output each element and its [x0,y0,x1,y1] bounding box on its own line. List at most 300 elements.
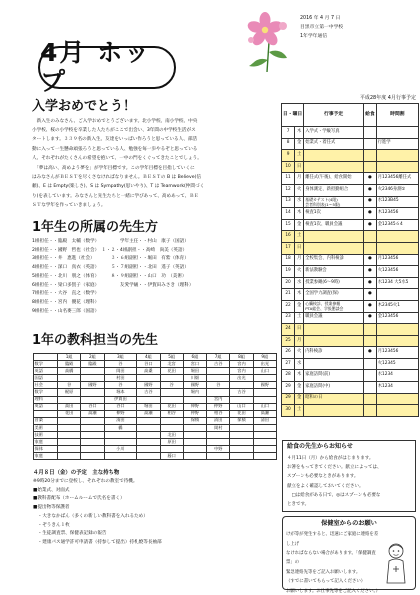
table-row [34,382,277,389]
teacher-cell [183,453,206,460]
event-cell: 昭和の日 [304,393,364,405]
teacher-cell: 清田 [104,417,137,424]
teacher-cell: 仲野 [183,410,206,417]
health-line: お願いします。お仕事先等をご記入ください。） [286,588,381,594]
teacher-cell: 宮内 [230,361,253,368]
column-header: 1組 [58,354,81,361]
lunch-mark [364,393,377,405]
timetable-cell: 水123B45 [376,196,418,208]
timetable-cell [376,324,418,336]
schedule-column-header: 行事予定 [304,104,364,127]
teacher-cell: 保積 [230,417,253,424]
event-cell [304,231,364,243]
event-cell: 職員会議 [304,312,364,324]
teacher-cell: 岡田 [104,368,137,375]
teacher-cell [137,439,160,446]
day-number: 19 [282,266,295,278]
day-number: 20 [282,277,295,289]
lunch-mark [364,382,377,394]
teacher-cell [81,368,104,375]
subject-cell: 国語 [34,375,58,382]
event-cell [304,242,364,254]
schedule-row [282,370,419,382]
teacher-cell [160,446,183,453]
weekday: 日 [295,242,304,254]
teacher-cell [81,389,104,396]
day-number: 18 [282,254,295,266]
plans-section [33,468,281,548]
timetable-cell: 行進学 [376,138,418,150]
teacher-cell [137,417,160,424]
greeting-heading: 入学おめでとう！ [32,99,137,114]
schedule-row [282,219,419,231]
health-room-notice [282,516,416,594]
teacher-cell: 山口 [253,403,276,410]
teacher-cell: 北田 [160,432,183,439]
teacher-cell: 北宮 [160,361,183,368]
lunch-mark [364,150,377,162]
day-number: 8 [282,138,295,150]
teacher-cell: 古谷 [207,361,230,368]
teacher-cell: 伊賀田 [104,396,137,403]
table-row [34,417,277,424]
column-header: 8組 [230,354,253,361]
health-line: 緊急連絡先等をご記入お願いします。 [286,569,361,575]
teacher-cell: 高橋 [58,368,81,375]
event-schedule-table [281,103,419,417]
teacher-cell: 花田 [58,410,81,417]
teacher-cell [81,424,104,431]
table-row [34,453,277,460]
timetable-cell [376,231,418,243]
timetable-cell: 金123456 [376,312,418,324]
schedule-row [282,312,419,324]
teacher-cell [104,439,137,446]
schedule-header-row [282,104,419,127]
health-notice-title: 保健室からのお願い [321,520,377,527]
greeting-paragraph-1 [32,117,276,163]
subject-cell: 数学 [34,361,58,368]
teacher-cell [207,375,230,382]
teacher-cell: 中野 [207,446,230,453]
subject-cell: 音楽 [34,417,58,424]
newsletter-name: 1年学年通信 [300,34,328,39]
timetable-cell: 木1234 [376,382,418,394]
teacher-cell [81,453,104,460]
plan-item: ※9時20分までに登校し、それぞれの教室で待機。 [33,479,138,484]
lunch-mark [364,370,377,382]
lunch-mark: ● [364,184,377,196]
lunch-mark [364,242,377,254]
schedule-row [282,138,419,150]
weekday: 木 [295,127,304,139]
event-cell: 全校集会、内科検診 [304,254,364,266]
weekday: 水 [295,277,304,289]
teacher-cell [183,439,206,446]
teacher-cell [207,453,230,460]
cherry-blossom-icon [243,12,291,74]
teacher-cell: 谷口 [104,403,137,410]
plan-item: ・ぞうきん１枚 [33,522,70,528]
event-cell [304,405,364,417]
schedule-row [282,289,419,301]
timetable-cell [376,335,418,347]
staff-line: 6組担任・・梁口多賀子（家庭） 友愛学級・・伊賀田みさき（理科） [32,282,194,288]
weekday: 水 [295,358,304,370]
staff-line: 2組担任・・國野 哲也（社会） １・２・4組副担・・高崎 尚美（英語） [32,247,188,253]
event-cell: 心臓検診、授業参観 PTA総会、学級懇談会 [304,300,364,312]
teacher-cell [58,453,81,460]
paragraph-line: 「夢は高い、高めよう夢を」が学年目標です。この学年目標を目指していくに [32,166,195,171]
schedule-row [282,382,419,394]
day-number: 29 [282,393,295,405]
table-row [34,389,277,396]
schedule-column-header: 時間割 [376,104,418,127]
teacher-cell: 古谷 [230,389,253,396]
lunch-mark [364,324,377,336]
subject-cell: 社会 [34,382,58,389]
event-cell: 検査1次、職員会議 [304,219,364,231]
lunch-mark [364,231,377,243]
weekday: 木 [295,289,304,301]
subject-cell: 技術 [34,432,58,439]
teacher-cell: 國野 [81,382,104,389]
day-number: 16 [282,231,295,243]
teacher-cell: 宮内 [230,368,253,375]
health-line: （すでに書いてもらって記入ください） [286,579,366,585]
teacher-cell: 藤口 [160,453,183,460]
teacher-cell [81,375,104,382]
table-row [34,439,277,446]
schedule-row [282,196,419,208]
lunch-mark [364,405,377,417]
lunch-mark: ● [364,219,377,231]
schedule-row [282,324,419,336]
weekday: 土 [295,405,304,417]
teacher-cell [230,439,253,446]
teacher-cell: 小川 [104,446,137,453]
timetable-cell [376,393,418,405]
table-header-row [34,354,277,361]
teacher-cell [137,424,160,431]
notice-line: ４月11日（月）から給食がはじまります。 [287,455,374,461]
event-cell: 離任式(午後)、給食開始 [304,173,364,185]
lunch-mark [364,138,377,150]
lunch-mark: ● [364,347,377,359]
teacher-cell: 高瀬 [253,410,276,417]
day-number: 21 [282,289,295,301]
teacher-cell [81,439,104,446]
teacher-cell: 谷口 [137,361,160,368]
timetable-cell: 月123456 [376,347,418,359]
event-cell: 身体測定、新担勤組合 [304,184,364,196]
timetable-cell: 火12345 [376,358,418,370]
lunch-mark: ● [364,277,377,289]
schedule-row [282,358,419,370]
schedule-row [282,161,419,173]
teacher-cell: 宮口 [183,361,206,368]
teacher-cell [230,382,253,389]
teacher-cell: 出光 [230,375,253,382]
table-row [34,368,277,375]
weekday: 金 [295,300,304,312]
timetable-cell: 水1234 大5水5 [376,277,418,289]
teacher-cell [81,432,104,439]
weekday: 土 [295,312,304,324]
health-line: なければならない場合があります。「保健調査票」の [286,550,376,566]
weekday: 土 [295,231,304,243]
teacher-cell: 相谷 [160,410,183,417]
teacher-cell [207,439,230,446]
staff-line: 4組担任・・深口 真衣（英語） ５・７組副担・・北田 遥子（英語） [32,265,189,271]
paragraph-line: 人、それぞれがたくさんの希望を抱いて、一中の門をくぐってきたことでしょう。 [32,155,202,161]
weekday: 木 [295,208,304,220]
teacher-cell: 山口 [230,403,253,410]
day-number: 12 [282,184,295,196]
subject-cell: 理科 [34,396,58,403]
teacher-cell: 谷 [104,361,137,368]
schedule-row [282,231,419,243]
event-cell: 基礎カテスト(4限) 芸者科別表(1〜5限) [304,196,364,208]
weekday: 火 [295,266,304,278]
teacher-cell [253,453,276,460]
paragraph-line: ＳＴな学年を作っていきましょう。 [32,202,106,208]
teacher-cell: 宮内 [207,396,230,403]
timetable-cell: 木2345火1 [376,300,418,312]
page-title: 4月 ホップ [38,46,176,89]
timetable-cell [376,150,418,162]
teacher-cell [253,424,276,431]
table-row [34,361,277,368]
teacher-cell [253,375,276,382]
paragraph-line: り)を表しています。みなさんと先生たちと一緒に学びあって、高めあって、ＢＥ [32,193,199,199]
subject-teacher-table [33,353,277,460]
timetable-cell: 月123456離任式 [376,173,418,185]
day-number: 26 [282,347,295,359]
event-cell [304,335,364,347]
teacher-cell: 國野 [183,382,206,389]
weekday: 金 [295,382,304,394]
schedule-row [282,277,419,289]
teacher-cell [160,424,183,431]
teacher-cell: 伸野 [104,410,137,417]
lunch-notice [282,440,416,512]
event-cell: 家庭訪問(前) [304,370,364,382]
teacher-cell: 谷 [104,382,137,389]
teacher-cell [137,375,160,382]
teacher-cell: 花田 [230,410,253,417]
teacher-cell: 臨殿 [58,361,81,368]
staff-heading: 1年生の所属の先生方 [32,220,159,235]
paragraph-line: 頼)、E は Empty(楽しさ)、S は Sympathy(思いやり)、T は Teamwork(仲間づく [32,184,205,190]
staff-line: 9組担任・・山名麥三郎（国語） [32,308,100,314]
weekday: 月 [295,335,304,347]
day-number: 11 [282,173,295,185]
teacher-cell: 原田 [160,439,183,446]
day-number: 17 [282,242,295,254]
schedule-row [282,347,419,359]
timetable-cell [376,405,418,417]
teacher-cell: 谷 [58,382,81,389]
weekday: 日 [295,324,304,336]
teacher-cell: 高田 [58,403,81,410]
teacher-cell: 仲野 [207,403,230,410]
teacher-cell: 堀田 [183,368,206,375]
teacher-cell: 伸野 [183,403,206,410]
day-number: 29 [282,382,295,394]
teacher-cell [58,417,81,424]
teacher-cell: 岡村 [207,424,230,431]
day-number: 22 [282,300,295,312]
schedule-title: 平成28年度 4月行事予定 [359,95,416,101]
lunch-mark [364,127,377,139]
schedule-row [282,150,419,162]
teacher-cell [207,368,230,375]
paragraph-line: タートします。３３９名の新入生、友達をいっぱい作ろうと思っている人、部活 [32,137,198,143]
lunch-mark: ● [364,289,377,301]
weekday: 火 [295,347,304,359]
schedule-column-header: 給食 [364,104,377,127]
day-number: 24 [282,324,295,336]
teacher-cell [183,446,206,453]
timetable-cell: 水1234 [376,370,418,382]
teacher-cell [160,389,183,396]
event-cell [304,324,364,336]
teacher-cell [230,424,253,431]
weekday: 月 [295,254,304,266]
weekday: 火 [295,184,304,196]
teacher-cell [58,432,81,439]
teacher-cell: 山口 [253,368,276,375]
event-cell: 全国学力調査(保) [304,289,364,301]
weekday: 金 [295,219,304,231]
plan-item: ・建康パス通学許可申請書（持参して提出）持札焼等長袖部 [33,539,162,545]
teacher-cell [137,446,160,453]
staff-line: 5組担任・・北川 朋之（体育） ８・９組副担・・山口 功 （美術） [32,273,187,279]
column-header: 7組 [207,354,230,361]
lunch-mark [364,358,377,370]
teacher-cell [230,432,253,439]
greeting-paragraph-2 [32,164,276,210]
plan-item: ■始業式、対面式 [33,487,70,493]
day-number: 14 [282,208,295,220]
event-cell: 内科検診 [304,347,364,359]
teacher-cell: 花田 [160,403,183,410]
schedule-column-header: 日・曜日 [282,104,304,127]
timetable-cell: 火2346身測① [376,184,418,196]
schedule-row [282,242,419,254]
subject-cell: 英語 [34,368,58,375]
plan-item: ・大きなかばん（多くの新しい教科書を入れるため） [33,513,148,519]
day-number: 10 [282,161,295,173]
health-line: けが等が発生すると、迅速にご家庭に連絡を差し上げ [286,532,379,547]
teacher-cell: 谷 [207,382,230,389]
paragraph-line: 小学校、桜の小学校を卒業した人たちがここで出会い、3年間の中学校生活がス [32,128,196,134]
teacher-cell [58,424,81,431]
event-cell [304,358,364,370]
event-cell [304,161,364,173]
event-cell [304,150,364,162]
nurse-illustration-icon [381,541,411,585]
staff-line: 8組担任・・宮内 優花（理科） [32,299,100,305]
teacher-cell [81,446,104,453]
staff-line: 7組担任・・大谷 直之（数学） [32,291,100,297]
teacher-cell [58,375,81,382]
timetable-cell [376,127,418,139]
teacher-cell: 臨殿 [81,361,104,368]
teacher-cell [207,432,230,439]
teacher-cell [137,432,160,439]
notice-line: お箸をもってきてください。献立によっては、 [287,465,382,471]
day-number: 30 [282,405,295,417]
event-cell: 始業式・着任式 [304,138,364,150]
schedule-row [282,254,419,266]
subject-cell: 家庭 [34,453,58,460]
teacher-cell: 古谷 [137,389,160,396]
teacher-cell: 國野 [253,382,276,389]
teacher-cell: 花田 [160,368,183,375]
column-header: 5組 [160,354,183,361]
teacher-cell [253,432,276,439]
teacher-cell [160,375,183,382]
teacher-cell: 堀本 [104,389,137,396]
plans-title: ４月８日（金）の予定 主な持ち物 [33,470,120,476]
column-header: 3組 [104,354,137,361]
schedule-row [282,300,419,312]
schedule-row [282,335,419,347]
day-number: 9 [282,150,295,162]
staff-line: 1組担任・・臨殿 太輔（数学） 学年主任・・村山 康子（国語） [32,239,189,244]
timetable-cell: 月123456 [376,254,418,266]
weekday: 水 [295,196,304,208]
subject-cell: 家庭 [34,439,58,446]
teacher-cell: 橋 [104,424,137,431]
teacher-cell [104,453,137,460]
issue-date: 2016 年 4 月 7 日 [300,16,341,21]
teacher-cell [104,432,137,439]
subject-cell: 美術 [34,424,58,431]
day-number: 28 [282,370,295,382]
day-number: 27 [282,358,295,370]
teacher-cell: 高瀬 [81,410,104,417]
lunch-mark: ● [364,196,377,208]
plan-item: ■提出物等保護者 [33,505,70,511]
day-number: 13 [282,196,295,208]
paragraph-line: 新入生のみなさん、ご入学おめでとうございます。北小学校、南小学校、中央 [32,119,198,124]
weekday: 金 [295,393,304,405]
notice-line: ときです。 [287,502,310,508]
weekday: 日 [295,161,304,173]
teacher-cell: 村田 [104,375,137,382]
schedule-row [282,266,419,278]
paragraph-line: はみなさんがＢＥＳＴを尽くさなければなりません。ＢＥＳＴの B は Believe(信 [32,175,201,181]
notice-line: 献立をよく確認しておいてください。 [287,483,364,489]
lunch-mark: ● [364,208,377,220]
schedule-row [282,208,419,220]
teacher-cell: 出光 [253,361,276,368]
day-number: 23 [282,312,295,324]
teacher-cell [207,389,230,396]
lunch-mark [364,335,377,347]
schedule-row [282,173,419,185]
subject-cell: 数学 [34,389,58,396]
schedule-row [282,184,419,196]
teacher-cell: 川畑 [183,375,206,382]
event-cell: 授業参観(6〜9時) [304,277,364,289]
event-cell: 新法教験会 [304,266,364,278]
teachers-heading: 1年の教科担当の先生 [32,333,159,348]
lunch-mark: ● [364,266,377,278]
